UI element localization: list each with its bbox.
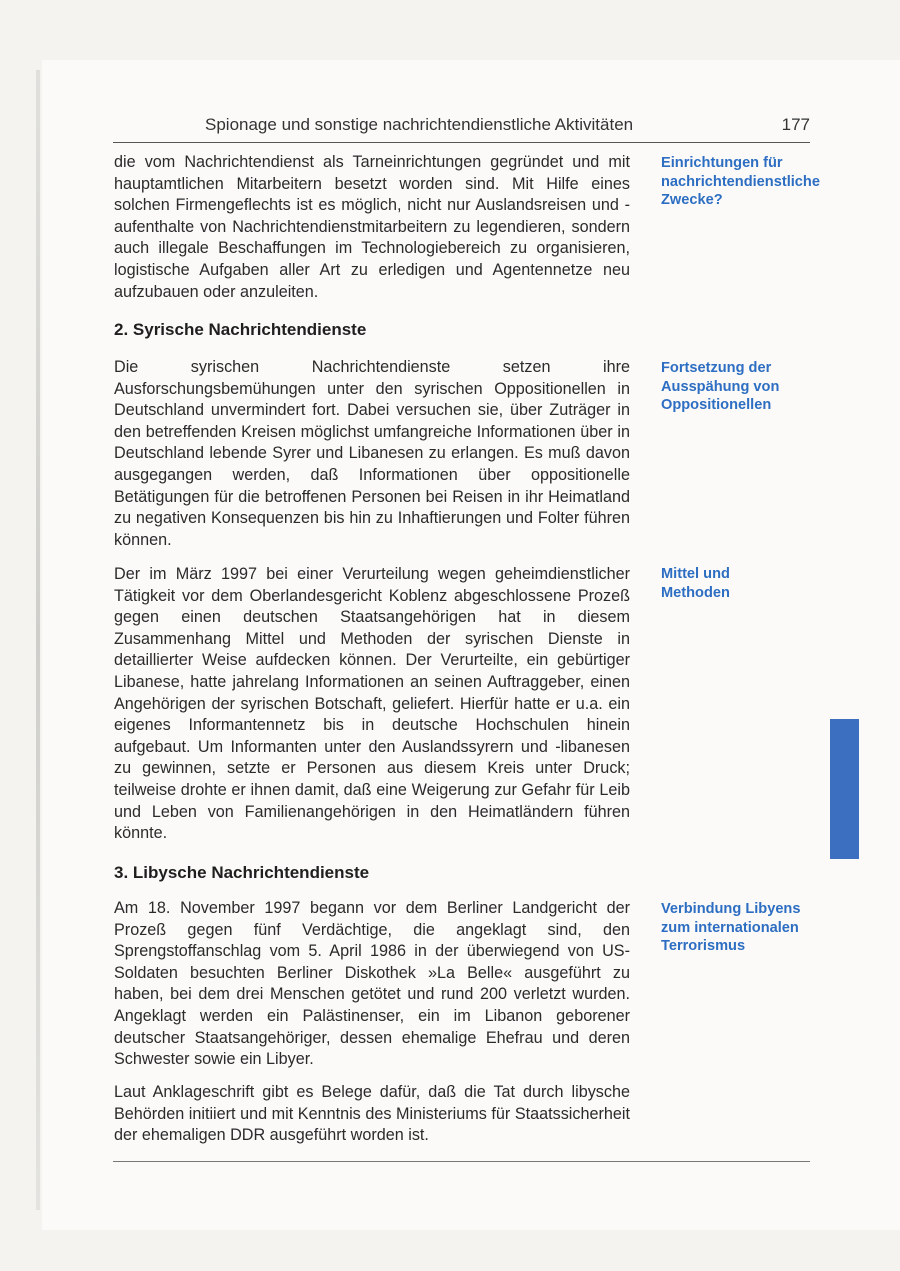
margin-note-libyen: Verbindung Libyens zum internationalen Terrorismus: [661, 901, 801, 954]
page-header: [113, 112, 810, 143]
section-syria-block-1: [114, 357, 630, 551]
libya-paragraph-2: Laut Anklageschrift gibt es Belege dafür, daß die Tat durch libysche Behörden initiiert und mit Kenntnis des Ministeriums für Staatssicherheit der ehemaligen DDR ausgeführt worden ist.: [114, 1083, 630, 1145]
chapter-tab-marker: [830, 719, 859, 859]
margin-note-fortsetzung: Fortsetzung der Ausspähung von Oppositionellen: [661, 360, 780, 413]
section-libya-block-2: [114, 1082, 630, 1147]
section-heading-libya: 3. Libysche Nachrichtendienste: [114, 863, 370, 882]
intro-paragraph: die vom Nachrichtendienst als Tarneinrichtungen gegründet und mit hauptamtlichen Mitarbeitern besetzt worden sind. Mit Hilfe eines solchen Firmengeflechts ist es möglich, nicht nur Auslandsreisen und -aufenthalte von Nachrichtendienstmitarbeitern zu legendieren, sondern auch illegale Beschaffungen im Technologiebereich zu organisieren, logistische Aufgaben aller Art zu erledigen und Agentennetze neu aufzubauen oder anzuleiten.: [114, 153, 630, 301]
running-header-title: Spionage und sonstige nachrichtendienstliche Aktivitäten: [205, 115, 634, 134]
footer-rule: [113, 1161, 810, 1162]
syria-paragraph-1: Die syrischen Nachrichtendienste setzen ihre Ausforschungsbemühungen unter den syrischen Oppositionellen in Deutschland unvermindert fort. Dabei versuchen sie, über Zuträger in den betreffenden Kreisen möglichst umfangreiche Informationen über in Deutschland lebende Syrer und Libanesen zu erlangen. Es muß davon ausgegangen werden, daß Informationen über oppositionelle Betätigungen für die betroffenen Personen bei Reisen in ihr Heimatland zu negativen Konsequenzen bis hin zu Inhaftierungen und Folter führen können.: [114, 358, 630, 549]
scan-edge: [36, 70, 40, 1210]
section-libya-block-1: [114, 898, 630, 1071]
margin-note-einrichtungen: Einrichtungen für nachrichtendienstliche Zwecke?: [661, 155, 820, 208]
syria-paragraph-2: Der im März 1997 bei einer Verurteilung wegen geheimdienstlicher Tätigkeit vor dem Oberlandesgericht Koblenz abgeschlossene Prozeß gegen einen deutschen Staatsangehörigen hat in diesem Zusammenhang Mittel und Methoden der syrischen Dienste in detaillierter Weise aufdecken können. Der Verurteilte, ein gebürtiger Libanese, hatte jahrelang Informationen an seinen Auftraggeber, einen Angehörigen der syrischen Botschaft, geliefert. Hierfür hatte er u.a. ein eigenes Informantennetz bis in deutsche Hochschulen hinein aufgebaut. Um Informanten unter den Auslandssyrern und -libanesen zu gewinnen, setzte er Personen aus diesem Kreis unter Druck; teilweise drohte er ihnen damit, daß eine Weigerung zur Gefahr für Leib und Leben von Familienangehörigen in den Heimatländern führen könnte.: [114, 565, 630, 843]
libya-paragraph-1: Am 18. November 1997 begann vor dem Berliner Landgericht der Prozeß gegen fünf Verdächtige, die angeklagt sind, den Sprengstoffanschlag vom 5. April 1986 in der überwiegend von US-Soldaten besuchten Berliner Diskothek »La Belle« ausgeführt zu haben, bei dem drei Menschen getötet und rund 200 verletzt wurden. Angeklagt werden ein Palästinenser, ein im Libanon geborener deutscher Staatsangehöriger, dessen ehemalige Ehefrau und deren Schwester sowie ein Libyer.: [114, 899, 630, 1069]
page-number: 177: [781, 115, 810, 134]
margin-note-mittel: Mittel und Methoden: [661, 566, 730, 601]
section-heading-syria: 2. Syrische Nachrichtendienste: [114, 320, 367, 339]
section-syria-block-2: [114, 564, 630, 845]
intro-block: [114, 152, 630, 303]
